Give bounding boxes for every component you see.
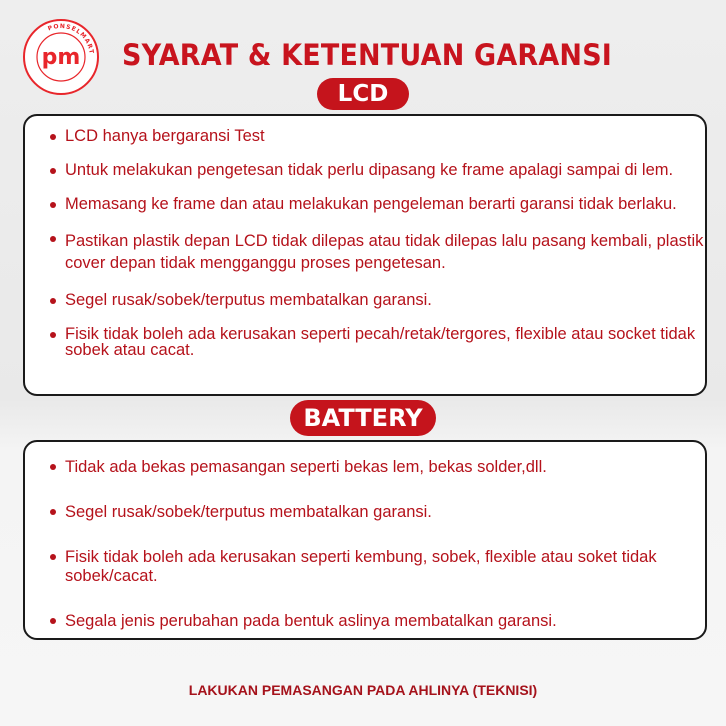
page-title: SYARAT & KETENTUAN GARANSI [122,38,613,72]
ponselmart-logo [22,18,100,96]
list-item: Untuk melakukan pengetesan tidak perlu dipasang ke frame apalagi sampai di lem. [25,162,705,178]
list-item: Memasang ke frame dan atau melakukan pengeleman berarti garansi tidak berlaku. [25,196,705,212]
list-item: Fisik tidak boleh ada kerusakan seperti pecah/retak/tergores, flexible atau socket tidak sobek atau cacat. [25,326,705,358]
logo-ring-text: PONSELMART [46,22,95,56]
list-item: Segel rusak/sobek/terputus membatalkan garansi. [25,292,705,308]
list-item: Pastikan plastik depan LCD tidak dilepas atau tidak dilepas lalu pasang kembali, plastik cover depan tidak mengganggu proses pengetesan. [25,230,705,274]
list-item: Segel rusak/sobek/terputus membatalkan garansi. [25,503,705,522]
footer-note: LAKUKAN PEMASANGAN PADA AHLINYA (TEKNISI) [188,682,538,698]
list-item: Tidak ada bekas pemasangan seperti bekas lem, bekas solder,dll. [25,458,705,477]
list-item: Segala jenis perubahan pada bentuk aslinya membatalkan garansi. [25,612,705,631]
list-item: LCD hanya bergaransi Test [25,128,705,144]
section-label-battery: BATTERY [290,400,436,436]
logo-monogram: pm [41,45,81,70]
list-item: Fisik tidak boleh ada kerusakan seperti kembung, sobek, flexible atau soket tidak sobek/cacat. [25,548,705,586]
lcd-terms-box [23,114,707,396]
section-label-lcd: LCD [317,78,409,110]
battery-terms-box [23,440,707,640]
